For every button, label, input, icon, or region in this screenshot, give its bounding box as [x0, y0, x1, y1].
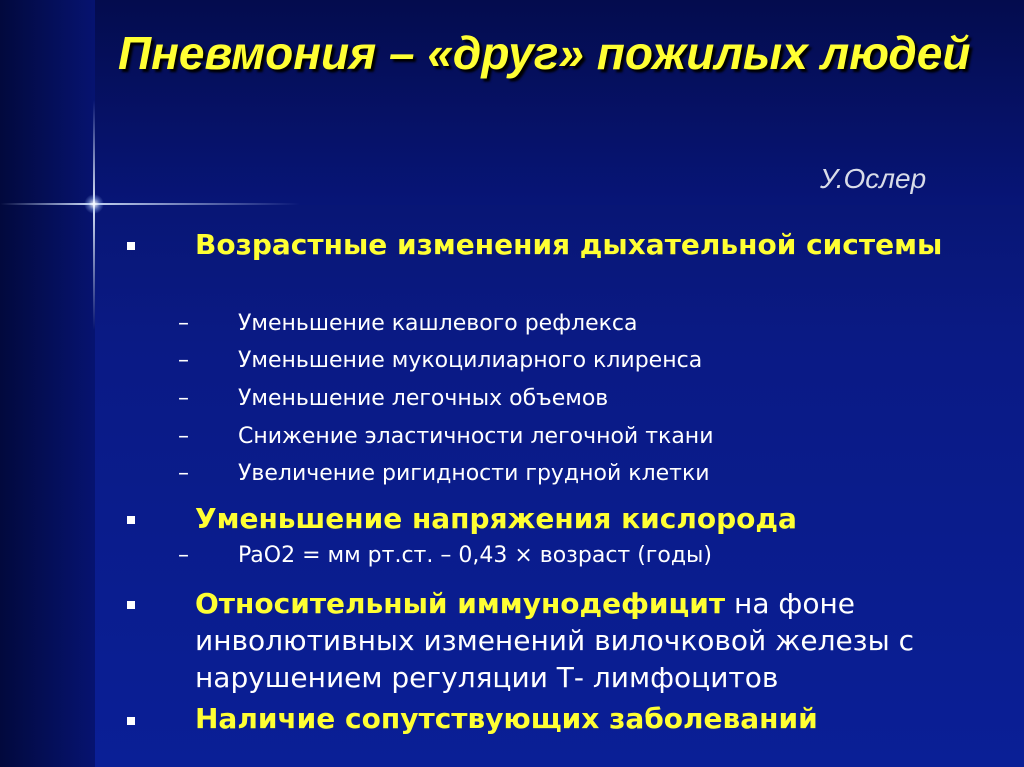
sub-item: Уменьшение кашлевого рефлекса [238, 311, 638, 336]
bullet-marker [127, 242, 135, 250]
slide-title: Пневмония – «друг» пожилых людей [118, 27, 971, 79]
dash-marker: – [178, 424, 189, 449]
bullet-marker [127, 516, 135, 524]
sub-item: Увеличение ригидности грудной клетки [238, 461, 710, 486]
light-flare-horizontal [0, 203, 300, 205]
bullet-item [195, 585, 995, 696]
sub-item: Уменьшение мукоцилиарного клиренса [238, 348, 703, 373]
dash-marker: – [178, 348, 189, 373]
sub-item: Уменьшение легочных объемов [238, 386, 609, 411]
dash-marker: – [178, 543, 189, 568]
bullet-highlight: Наличие сопутствующих заболеваний [195, 702, 818, 735]
bullet-marker [127, 717, 135, 725]
light-flare-center [84, 194, 104, 214]
bullet-item [195, 500, 995, 537]
dash-marker: – [178, 461, 189, 486]
dash-marker: – [178, 311, 189, 336]
left-dark-strip [0, 0, 95, 767]
bullet-marker [127, 601, 135, 609]
bullet-item [195, 700, 995, 737]
bullet-text: на фоне инволютивных изменений вилочковой железы с нарушением регуляции Т- лимфоцитов [195, 587, 914, 694]
sub-item: Снижение эластичности легочной ткани [238, 424, 714, 449]
light-flare-vertical [93, 100, 95, 330]
bullet-highlight: Относительный иммунодефицит [195, 587, 726, 620]
bullet-highlight: Уменьшение напряжения кислорода [195, 502, 797, 535]
bullet-item [195, 226, 995, 263]
dash-marker: – [178, 386, 189, 411]
sub-item: PaO2 = мм рт.ст. – 0,43 × возраст (годы) [238, 543, 712, 568]
quote-author: У.Ослер [820, 163, 927, 194]
bullet-highlight: Возрастные изменения дыхательной системы [195, 228, 943, 261]
